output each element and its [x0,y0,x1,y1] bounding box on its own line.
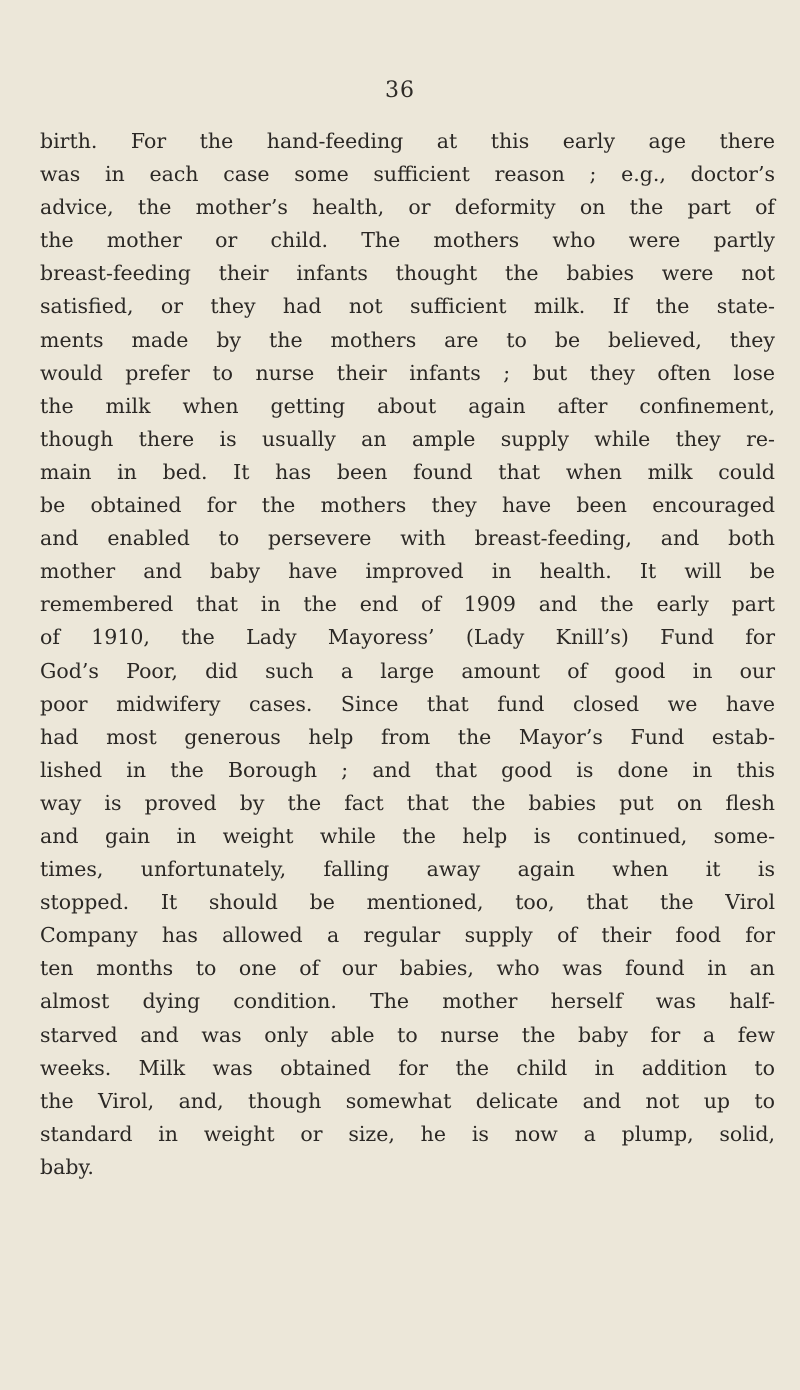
text-line: Company has allowed a regular supply of their food for [40,923,775,948]
text-line: times, unfortunately, falling away again when it is [40,857,775,882]
text-line: and gain in weight while the help is continued, some- [40,823,775,848]
text-line: stopped. It should be mentioned, too, that the Virol [40,890,775,915]
text-line: poor midwifery cases. Since that fund closed we have [40,691,775,716]
text-line: be obtained for the mothers they have been encouraged [40,493,775,518]
text-line: main in bed. It has been found that when milk could [40,459,775,484]
text-line: though there is usually an ample supply while they re- [40,426,775,451]
text-line: of 1910, the Lady Mayoress’ (Lady Knill’s) Fund for [40,625,775,650]
text-line: standard in weight or size, he is now a plump, solid, [40,1121,775,1146]
text-line: mother and baby have improved in health. It will be [40,559,775,584]
page-number: 36 [385,78,415,103]
text-line: baby. [40,1154,94,1179]
text-line: had most generous help from the Mayor’s Fund estab- [40,724,775,749]
text-line: ments made by the mothers are to be believed, they [40,327,775,352]
text-line: way is proved by the fact that the babies put on flesh [40,790,775,815]
text-line: the mother or child. The mothers who were partly [40,228,775,253]
text-line: would prefer to nurse their infants ; but they often lose [40,360,775,385]
text-line: and enabled to persevere with breast-feeding, and both [40,526,775,551]
text-line: breast-feeding their infants thought the babies were not [40,261,775,286]
text-line: almost dying condition. The mother herself was half- [40,989,775,1014]
text-line: satisfied, or they had not sufficient milk. If the state- [40,294,775,319]
text-line: lished in the Borough ; and that good is done in this [40,757,775,782]
text-line: remembered that in the end of 1909 and the early part [40,592,775,617]
text-line: the milk when getting about again after confinement, [40,393,775,418]
text-line: God’s Poor, did such a large amount of good in our [40,658,775,683]
text-line: the Virol, and, though somewhat delicate and not up to [40,1088,775,1113]
text-line: advice, the mother’s health, or deformity on the part of [40,195,775,220]
text-line: weeks. Milk was obtained for the child in addition to [40,1055,775,1080]
text-line: ten months to one of our babies, who was found in an [40,956,775,981]
text-line: was in each case some sufficient reason ; e.g., doctor’s [40,162,775,187]
text-line: starved and was only able to nurse the baby for a few [40,1022,775,1047]
text-line: birth. For the hand-feeding at this early age there [40,129,775,153]
body-paragraph [40,125,775,1184]
